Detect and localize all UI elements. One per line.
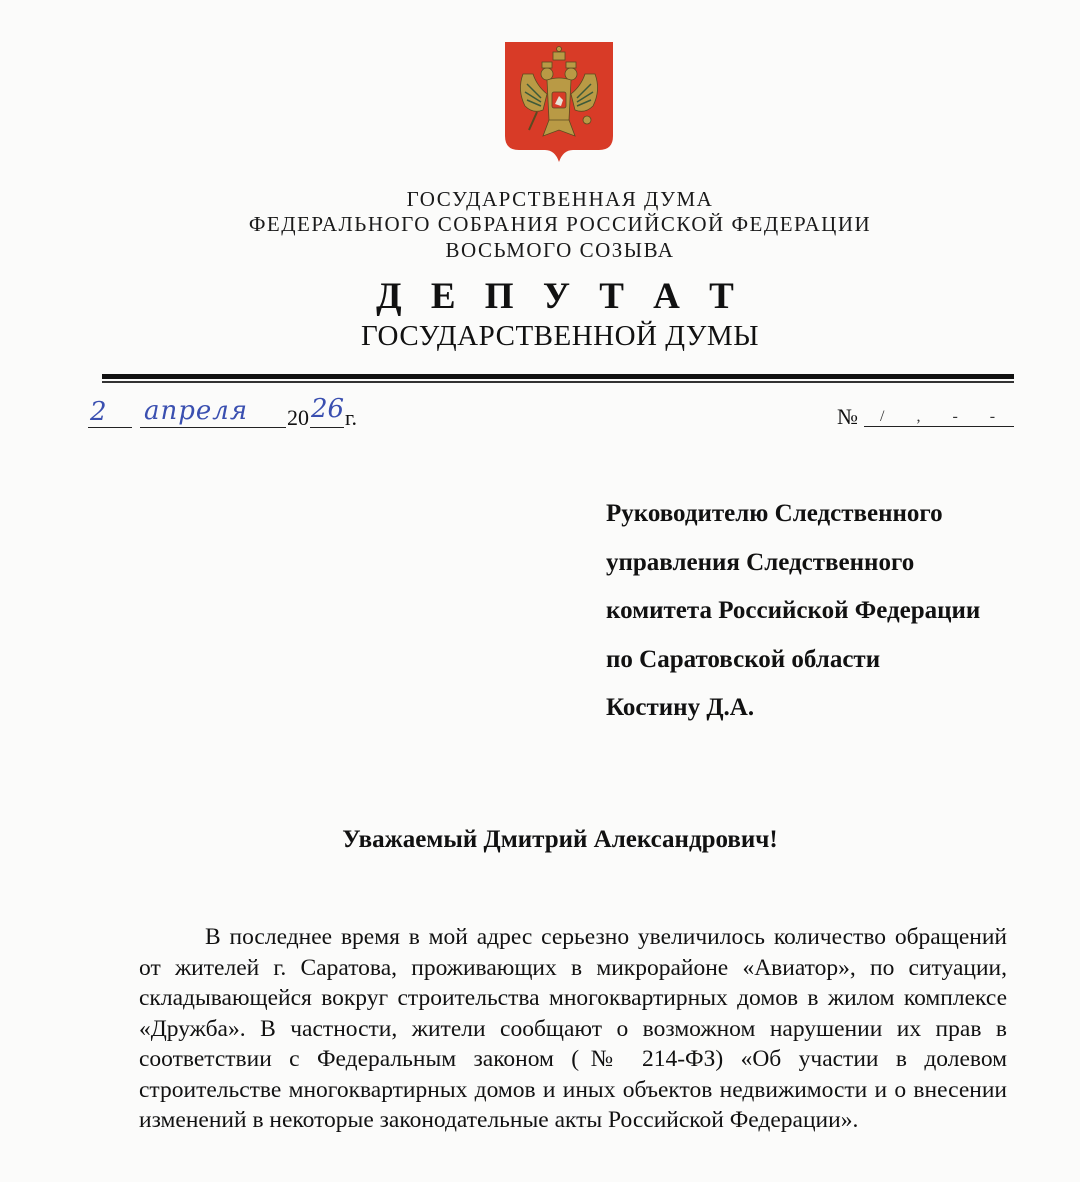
addressee-line: Костину Д.А. bbox=[606, 694, 755, 721]
date-year-underline bbox=[310, 427, 344, 428]
number-label: № bbox=[837, 404, 858, 429]
date-year-unit: г. bbox=[345, 405, 358, 430]
header-line-convocation: ВОСЬМОГО СОЗЫВА bbox=[445, 238, 675, 262]
number-value: / , - - bbox=[880, 408, 1010, 425]
date-month: апреля bbox=[144, 396, 249, 426]
date-month-underline bbox=[140, 427, 286, 428]
body-paragraph: В последнее время в мой адрес серьезно увеличилось количество обращений от жителей г. Саратова, проживающих в микрорайоне «Авиатор», по ситуации, складывающейся вокруг строительства многоквартирных домов в жилом комплексе «Дружба». В частности, жители сообщают о возможном нарушении их прав в соответствии с Федеральным законом (№ 214-ФЗ) «Об участии в долевом строительстве многоквартирных домов и иных объектов недвижимости и о внесении изменений в некоторые законодательные акты Российской Федерации». bbox=[139, 924, 1007, 1133]
addressee-line: Руководителю Следственного bbox=[606, 500, 943, 527]
header-line-federal-assembly: ФЕДЕРАЛЬНОГО СОБРАНИЯ РОССИЙСКОЙ ФЕДЕРАЦИИ bbox=[248, 212, 872, 236]
deputy-subtitle: ГОСУДАРСТВЕННОЙ ДУМЫ bbox=[361, 320, 759, 352]
addressee-block bbox=[606, 490, 980, 733]
number-underline bbox=[864, 426, 1014, 427]
date-day: 2 bbox=[90, 397, 107, 427]
header-rule-thick bbox=[102, 374, 1014, 379]
date-field bbox=[88, 394, 388, 433]
addressee-line: по Саратовской области bbox=[606, 645, 881, 673]
header-line-state-duma: ГОСУДАРСТВЕННАЯ ДУМА bbox=[406, 187, 714, 211]
addressee-line: комитета Российской Федерации bbox=[606, 597, 981, 624]
date-year-prefix: 20 bbox=[287, 405, 309, 430]
addressee-line: управления Следственного bbox=[606, 548, 915, 576]
letter-body bbox=[139, 922, 1007, 1136]
header-rule-thin bbox=[102, 381, 1014, 383]
salutation: Уважаемый Дмитрий Александрович! bbox=[342, 826, 778, 853]
coat-of-arms-emblem bbox=[503, 40, 615, 164]
date-day-underline bbox=[88, 427, 132, 428]
date-year-suffix: 26 bbox=[311, 394, 345, 424]
deputy-title: Д Е П У Т А Т bbox=[376, 276, 744, 317]
